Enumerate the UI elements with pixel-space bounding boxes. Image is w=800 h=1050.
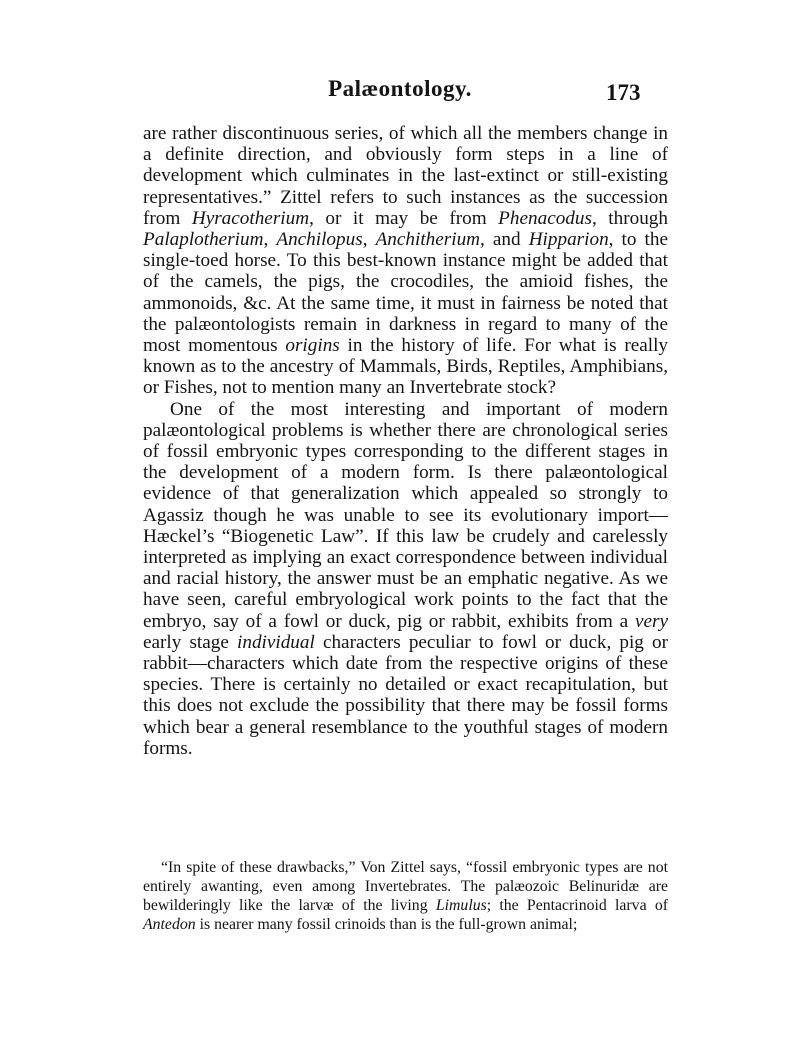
italic-term: Anchilopus: [276, 229, 363, 251]
text-run: ; the Pentacrinoid larva of: [486, 897, 668, 914]
text-run: ,: [263, 229, 277, 251]
main-text: [143, 123, 668, 759]
text-run: , to the single-toed horse. To this best-known instance might be added that of the camels, the pigs, the crocodiles, the amioid fishes, the ammonoids, &c. At the same time, it must in fairness be noted that the palæontologists remain in darkness in regard to many of the most momentous: [143, 229, 669, 357]
text-run: ,: [362, 229, 376, 251]
text-run: , or it may be from: [309, 207, 499, 229]
text-run: characters peculiar to fowl or duck, pig or rabbit—characters which date from the respective origins of these species. There is certainly no detailed or exact recapitulation, but this does not exclude the possibility that there may be fossil forms which bear a general resemblance to the youthful stages of modern forms.: [143, 631, 668, 759]
running-title: Palæontology.: [328, 76, 472, 101]
quote-paragraph: [143, 858, 668, 934]
paragraph-continued: [143, 123, 668, 399]
block-quote: [143, 858, 668, 934]
italic-term: Phenacodus: [498, 207, 592, 229]
italic-term: Antedon: [143, 916, 196, 933]
italic-term: Hipparion: [528, 229, 609, 251]
text-run: in the history of life. For what is really known as to the ancestry of Mammals, Birds, Reptiles, Amphibians, or Fishes, not to mention many an Invertebrate stock?: [143, 335, 668, 399]
italic-term: individual: [237, 631, 315, 653]
text-run: early stage: [143, 631, 238, 653]
page-number: 173: [606, 80, 641, 105]
paragraph: [143, 399, 668, 759]
italic-term: very: [634, 610, 668, 632]
text-run: are rather discontinuous series, of which all the members change in a definite direction, and obviously form steps in a line of development which culminates in the last-extinct or still-existing representatives.” Zittel refers to such instances as the succession from: [143, 123, 668, 229]
text-run: One of the most interesting and important of modern palæontological problems is whether there are chronological series of fossil embryonic types corresponding to the different stages in the development of a modern form. Is there palæontological evidence of that generalization which appealed so strongly to Agassiz though he was unable to see its evolutionary import—Hæckel’s “Biogenetic Law”. If this law be crudely and carelessly interpreted as implying an exact correspondence between individual and racial history, the answer must be an emphatic negative. As we have seen, careful embryological work points to the fact that the embryo, say of a fowl or duck, pig or rabbit, exhibits from a: [143, 398, 668, 632]
italic-term: Hyracotherium: [191, 207, 310, 229]
text-run: is nearer many fossil crinoids than is the full-grown animal;: [195, 916, 578, 933]
italic-term: Limulus: [435, 897, 487, 914]
text-run: , through: [591, 207, 668, 229]
italic-term: Palaplotherium: [143, 229, 264, 251]
italic-term: origins: [285, 335, 340, 357]
text-run: , and: [480, 229, 529, 251]
italic-term: Anchitherium: [375, 229, 481, 251]
text-run: “In spite of these drawbacks,” Von Zittel says, “fossil embryonic types are not entirely awanting, even among Invertebrates. The palæozoic Belinuridæ are bewilderingly like the larvæ of the living: [143, 859, 668, 914]
